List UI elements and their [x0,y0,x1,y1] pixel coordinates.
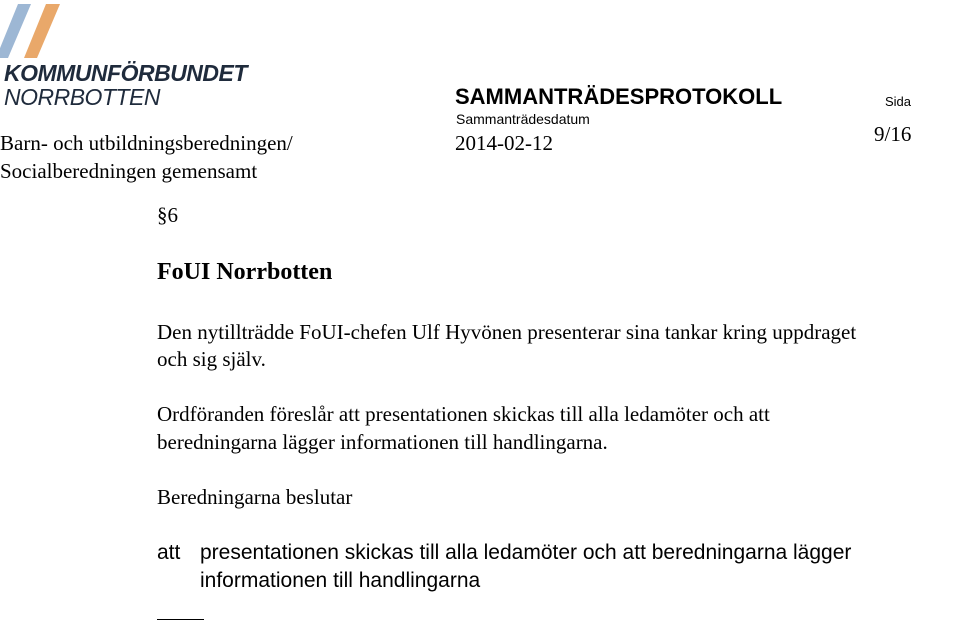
logo-text-line1: KOMMUNFÖRBUNDET [4,60,247,86]
document-title: SAMMANTRÄDESPROTOKOLL [455,84,783,109]
section-title: FoUI Norrbotten [157,259,333,285]
committee-name-line1: Barn- och utbildningsberedningen/ [0,131,293,155]
decision-text-line-1: presentationen skickas till alla ledamöter och att beredningarna lägger [200,541,852,564]
decision-att-label: att [157,541,181,564]
logo-mark-icon [0,0,70,60]
meeting-date: 2014-02-12 [455,131,553,155]
section-number: §6 [157,203,178,227]
committee-name-line2: Socialberedningen gemensamt [0,159,258,183]
paragraph-1-line-2: och sig själv. [157,347,266,371]
logo-blue-stripe [0,4,31,58]
decision-text-line-2: informationen till handlingarna [200,569,481,592]
paragraph-1-line-1: Den nytillträdde FoUI-chefen Ulf Hyvönen presenterar sina tankar kring uppdraget [157,320,857,344]
logo-text-line2: NORRBOTTEN [4,84,160,110]
logo-orange-stripe [24,4,60,58]
paragraph-2-line-2: beredningarna lägger informationen till handlingarna. [157,430,608,454]
page-label: Sida [885,94,912,109]
decision-heading: Beredningarna beslutar [157,485,353,509]
signature-rule [157,619,204,620]
paragraph-2-line-1: Ordföranden föreslår att presentationen skickas till alla ledamöter och att [157,402,770,426]
page-number: 9/16 [874,122,912,146]
date-label: Sammanträdesdatum [456,111,590,127]
